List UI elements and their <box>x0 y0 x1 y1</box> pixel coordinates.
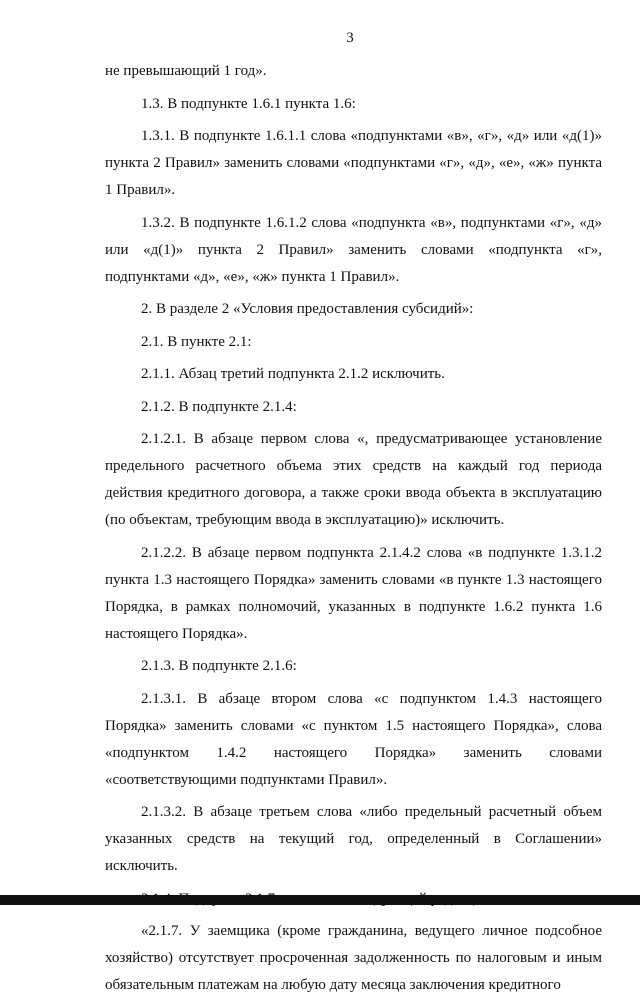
paragraph: 2.1. В пункте 2.1: <box>141 333 252 350</box>
paragraph: 2.1.1. Абзац третий подпункта 2.1.2 исключить. <box>141 366 445 382</box>
paragraph: 1.3.1. В подпункте 1.6.1.1 слова «подпунктами «в», «г», «д» или «д(1)» пункта 2 Правил» заменить словами «подпунктами «г», «д», «е», «ж» пункта 1 Правил». <box>105 128 602 198</box>
paragraph: 1.3.2. В подпункте 1.6.1.2 слова «подпункта «в», подпунктами «г», «д» или «д(1)» пункта 2 Правил» заменить словами «подпункта «г», подпунктами «д», «е», «ж» пункта 1 Правил». <box>105 214 602 285</box>
paragraph: 1.3. В подпункте 1.6.1 пункта 1.6: <box>141 95 356 112</box>
page-number: 3 <box>346 30 354 46</box>
paragraph: 2. В разделе 2 «Условия предоставления субсидий»: <box>141 301 474 317</box>
document-body <box>105 58 602 1005</box>
paragraph: 2.1.2.1. В абзаце первом слова «, предусматривающее установление предельного расчетного объема этих средств на каждый год периода действия кредитного договора, а также сроки ввода объекта в эксплуатацию (по объектам, требующим ввода в эксплуатацию)» исключить. <box>105 431 602 528</box>
paragraph: 2.1.3.1. В абзаце втором слова «с подпунктом 1.4.3 настоящего Порядка» заменить словами «с пунктом 1.5 настоящего Порядка», слова «подпунктом 1.4.2 настоящего Порядка» заменить словами «соответствующими подпунктами Правил». <box>105 690 602 788</box>
scan-edge-bar <box>0 895 640 905</box>
paragraph: 2.1.2.2. В абзаце первом подпункта 2.1.4.2 слова «в подпункте 1.3.1.2 пункта 1.3 настоящего Порядка» заменить словами «в пункте 1.3 настоящего Порядка, в рамках полномочий, указанных в подпункте 1.6.2 пункта 1.6 настоящего Порядка». <box>105 544 602 642</box>
paragraph: «2.1.7. У заемщика (кроме гражданина, ведущего личное подсобное хозяйство) отсутствует просроченная задолженность по налоговым и иным обязательным платежам на любую дату месяца заключения кредитного <box>105 923 602 993</box>
paragraph: 2.1.2. В подпункте 2.1.4: <box>141 398 297 415</box>
paragraph: 2.1.3.2. В абзаце третьем слова «либо предельный расчетный объем указанных средств на текущий год, определенный в Соглашении» исключить. <box>105 804 602 874</box>
paragraph: 2.1.3. В подпункте 2.1.6: <box>141 658 297 674</box>
paragraph: не превышающий 1 год». <box>105 63 267 79</box>
